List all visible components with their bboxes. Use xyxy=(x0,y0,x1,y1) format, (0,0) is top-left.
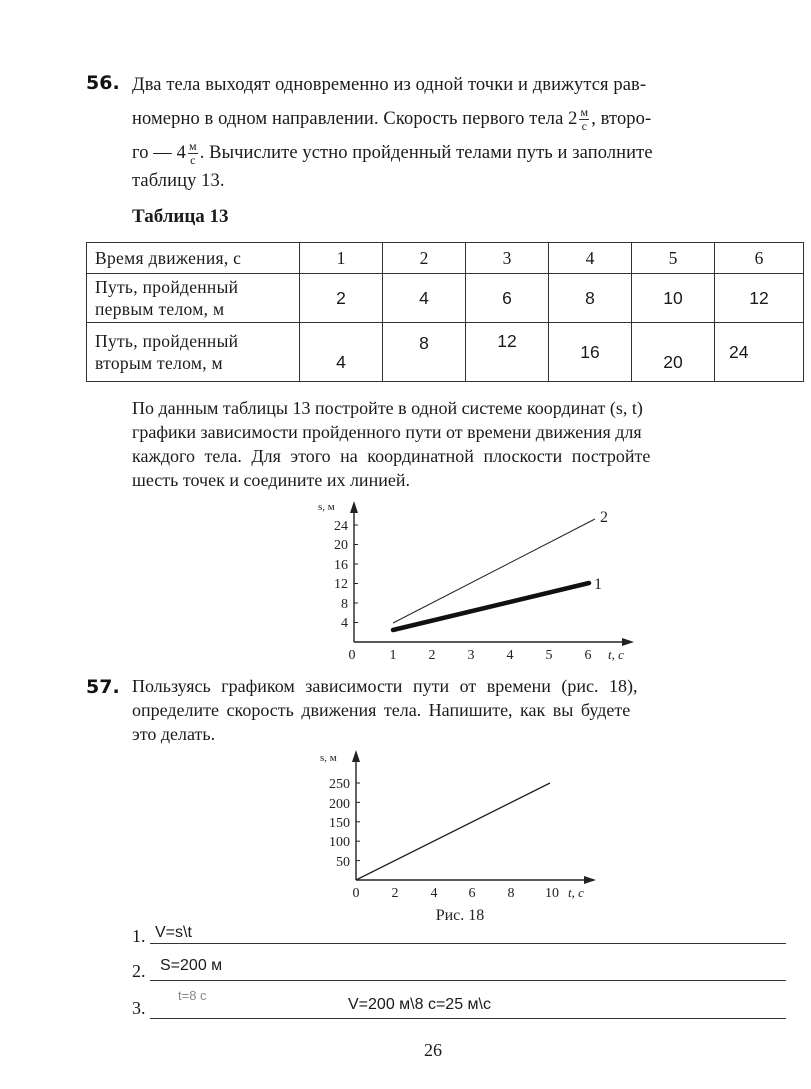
page-number: 26 xyxy=(424,1040,442,1060)
time-cell: 5 xyxy=(632,243,715,274)
x-tick: 8 xyxy=(507,886,515,901)
distance-cell[interactable]: 2 xyxy=(300,274,383,323)
x-ticks xyxy=(349,648,592,663)
distance-cell[interactable]: 4 xyxy=(300,323,383,382)
y-tick: 4 xyxy=(341,616,348,631)
time-cell: 2 xyxy=(383,243,466,274)
speed-unit-fraction xyxy=(188,140,198,167)
row-header-line: первым телом, м xyxy=(95,299,225,319)
time-cell: 3 xyxy=(466,243,549,274)
x-tick: 5 xyxy=(545,648,553,663)
row-header-body-1 xyxy=(87,274,300,323)
unit-numerator: м xyxy=(580,105,589,120)
series-1-line xyxy=(393,583,589,630)
row-header-line: Путь, пройденный xyxy=(95,277,239,297)
x-tick: 4 xyxy=(506,648,514,663)
answer-2-number: 2. xyxy=(132,961,146,981)
speed-unit-fraction xyxy=(579,106,589,133)
x-axis-arrow-icon xyxy=(622,638,634,646)
row-header-line: вторым телом, м xyxy=(95,353,223,373)
x-axis-arrow-icon xyxy=(584,876,596,884)
x-tick: 2 xyxy=(428,648,436,663)
table-title: Таблица 13 xyxy=(132,206,229,227)
y-tick: 16 xyxy=(334,558,348,573)
unit-numerator: м xyxy=(188,139,197,154)
problem-56-text xyxy=(132,68,794,192)
x-axis-label: t, с xyxy=(568,885,584,900)
y-tick: 150 xyxy=(329,816,350,831)
table-13 xyxy=(86,242,804,382)
distance-cell[interactable]: 10 xyxy=(632,274,715,323)
y-tick: 20 xyxy=(334,538,348,553)
y-tick: 200 xyxy=(329,797,350,812)
y-tick: 24 xyxy=(334,519,348,534)
answer-1-number: 1. xyxy=(132,926,146,946)
y-axis-label: s, м xyxy=(320,752,337,764)
instruction-line: шесть точек и соедините их линией. xyxy=(132,470,410,490)
problem-57-line: это делать. xyxy=(132,724,216,744)
problem-56-instruction xyxy=(132,396,796,492)
problem-56-line-1: Два тела выходят одновременно из одной точки и движутся рав- xyxy=(132,75,647,95)
problem-57-number: 57. xyxy=(86,676,120,698)
distance-cell[interactable]: 24 xyxy=(715,323,804,382)
y-axis-arrow-icon xyxy=(352,750,360,762)
instruction-line: графики зависимости пройденного пути от времени движения для xyxy=(132,422,642,442)
row-header-body-2 xyxy=(87,323,300,382)
x-tick: 3 xyxy=(467,648,475,663)
distance-cell[interactable]: 12 xyxy=(466,323,549,382)
x-tick: 6 xyxy=(468,886,476,901)
problem-56-line-3 xyxy=(132,136,794,170)
time-cell: 6 xyxy=(715,243,804,274)
distance-cell[interactable]: 16 xyxy=(549,323,632,382)
y-axis-arrow-icon xyxy=(350,501,358,513)
line-3-end: . Вычислите устно пройденный телами путь и заполните xyxy=(199,143,653,163)
x-tick: 0 xyxy=(352,886,360,901)
answer-3-note: t=8 с xyxy=(178,988,207,1003)
problem-57-line: Пользуясь графиком зависимости пути от времени (рис. 18), xyxy=(132,676,638,696)
series-line xyxy=(356,783,550,880)
unit-denominator: с xyxy=(581,119,588,134)
line-2-start: номерно в одном направлении. Скорость первого тела 2 xyxy=(132,109,578,129)
time-cell: 1 xyxy=(300,243,383,274)
table-row-body-1 xyxy=(87,274,804,323)
table-row-time xyxy=(87,243,804,274)
row-header-time: Время движения, с xyxy=(87,243,300,274)
chart-fig-18 xyxy=(300,745,620,925)
line-3-start: го — 4 xyxy=(132,143,186,163)
y-tick: 8 xyxy=(341,597,348,612)
x-ticks xyxy=(353,886,560,901)
chart-s-vs-t-two-bodies xyxy=(300,495,640,670)
answer-3-number: 3. xyxy=(132,998,146,1018)
figure-caption: Рис. 18 xyxy=(435,907,485,924)
instruction-line: каждого тела. Для этого на координатной плоскости постройте xyxy=(132,446,651,466)
distance-cell[interactable]: 6 xyxy=(466,274,549,323)
problem-56-line-4: таблицу 13. xyxy=(132,171,225,191)
problem-57-text xyxy=(132,674,796,746)
unit-denominator: с xyxy=(190,153,196,168)
answer-1-text[interactable]: V=s\t xyxy=(155,924,192,941)
x-tick: 4 xyxy=(430,886,438,901)
problem-57-line: определите скорость движения тела. Напишите, как вы будете xyxy=(132,700,631,720)
y-tick: 12 xyxy=(334,577,348,592)
distance-cell[interactable]: 8 xyxy=(383,323,466,382)
x-tick: 0 xyxy=(348,648,356,663)
x-tick: 10 xyxy=(545,886,559,901)
distance-cell[interactable]: 4 xyxy=(383,274,466,323)
distance-cell[interactable]: 20 xyxy=(632,323,715,382)
x-axis-label: t, с xyxy=(608,647,624,662)
answer-2-line[interactable] xyxy=(150,980,786,981)
series-2-label: 2 xyxy=(600,509,608,526)
row-header-line: Путь, пройденный xyxy=(95,331,239,351)
answer-3-line[interactable] xyxy=(150,1018,786,1019)
problem-56-number: 56. xyxy=(86,72,120,94)
answer-2-text[interactable]: S=200 м xyxy=(160,957,223,974)
y-axis-label: s, м xyxy=(318,501,335,513)
y-ticks xyxy=(334,519,348,631)
y-tick: 100 xyxy=(329,835,350,850)
y-tick: 250 xyxy=(329,777,350,792)
time-cell: 4 xyxy=(549,243,632,274)
distance-cell[interactable]: 8 xyxy=(549,274,632,323)
answer-3-text[interactable]: V=200 м\8 с=25 м\с xyxy=(348,996,491,1013)
line-2-end: , второ- xyxy=(591,109,652,129)
y-tick: 50 xyxy=(336,855,350,870)
x-tick: 1 xyxy=(389,648,397,663)
x-tick: 2 xyxy=(391,886,399,901)
table-row-body-2 xyxy=(87,323,804,382)
answer-1-line[interactable] xyxy=(150,943,786,944)
series-1-label: 1 xyxy=(594,576,602,593)
y-ticks xyxy=(329,777,350,870)
problem-56-line-2 xyxy=(132,102,794,136)
distance-cell[interactable]: 12 xyxy=(715,274,804,323)
instruction-line: По данным таблицы 13 постройте в одной системе координат (s, t) xyxy=(132,398,643,418)
x-tick: 6 xyxy=(584,648,592,663)
